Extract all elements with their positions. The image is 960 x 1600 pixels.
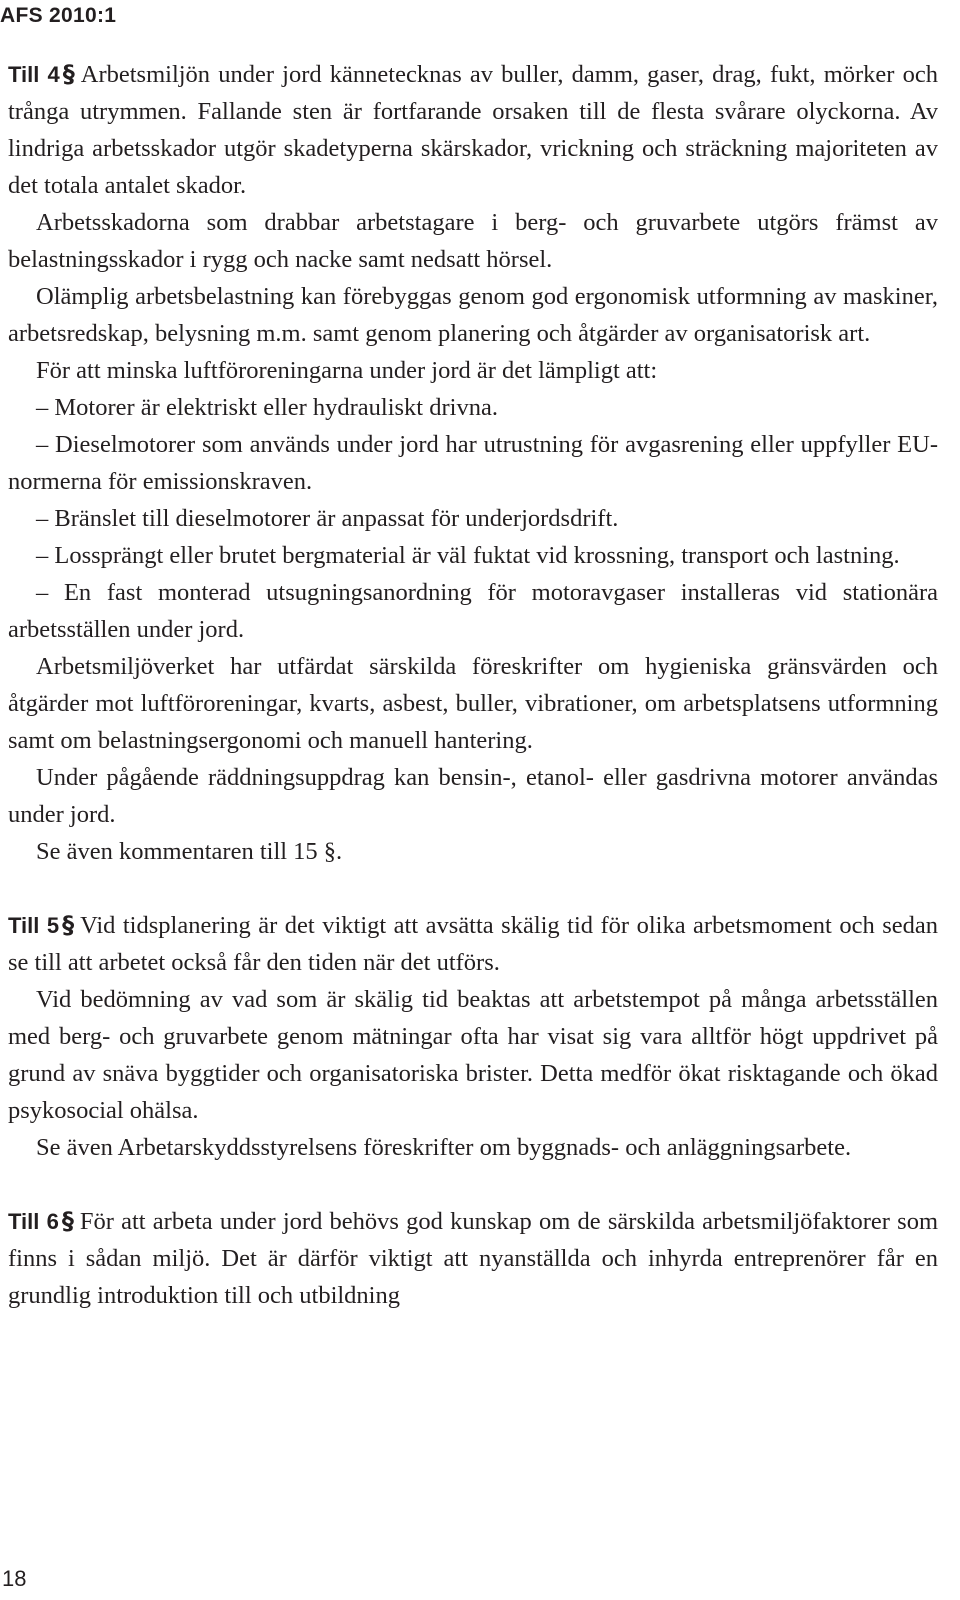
document-header: AFS 2010:1: [0, 4, 117, 27]
section-label: Till 6: [8, 1209, 59, 1234]
section-label: Till 5: [8, 913, 60, 938]
section-till-5: [8, 907, 938, 1166]
paragraph: [8, 56, 938, 204]
paragraph: Under pågående räddningsuppdrag kan bensin-, etanol- eller gasdrivna motorer användas under jord.: [8, 764, 938, 828]
paragraph-text: För att arbeta under jord behövs god kunskap om de särskilda arbetsmiljöfaktorer som finns i sådan miljö. Det är därför viktigt att nyanställda och inhyrda entreprenörer får en grundlig introduktion till och utbildning: [8, 1208, 938, 1309]
paragraph: Vid bedömning av vad som är skälig tid beaktas att arbetstempot på många arbetsställen med berg- och gruvarbete genom mätningar ofta har visat sig vara alltför högt uppdrivet på grund av snäva byggtider och organisatoriska brister. Detta medför ökat risktagande och ökad psykosocial ohälsa.: [8, 986, 938, 1124]
paragraph: Arbetsmiljöverket har utfärdat särskilda föreskrifter om hygieniska gränsvärden och åtgärder mot luftföroreningar, kvarts, asbest, buller, vibrationer, om arbetsplatsens utformning samt om belastningsergonomi och manuell hantering.: [8, 653, 938, 754]
paragraph-sign: §: [62, 911, 75, 939]
list-item: – En fast monterad utsugningsanordning för motoravgaser installeras vid stationära arbetsställen under jord.: [8, 579, 938, 643]
list-item: – Bränslet till dieselmotorer är anpassat för underjordsdrift.: [36, 505, 619, 532]
page-body: [8, 56, 938, 1314]
list-item: – Lossprängt eller brutet bergmaterial är väl fuktat vid krossning, transport och lastning.: [36, 542, 900, 569]
list-item: – Motorer är elektriskt eller hydrauliskt drivna.: [36, 394, 498, 421]
list-item: – Dieselmotorer som används under jord har utrustning för avgasrening eller uppfyller EU-normerna för emissionskraven.: [8, 431, 938, 495]
section-label: Till 4: [8, 62, 60, 87]
paragraph-text: Arbetsmiljön under jord kännetecknas av buller, damm, gaser, drag, fukt, mörker och trånga utrymmen. Fallande sten är fortfarande orsaken till de flesta svårare olyckorna. Av lindriga arbetsskador utgör skadetyperna skärskador, vrickning och sträckning majoriteten av det totala antalet skador.: [8, 61, 938, 199]
paragraph: [8, 1203, 938, 1314]
paragraph: Arbetsskadorna som drabbar arbetstagare i berg- och gruvarbete utgörs främst av belastningsskador i rygg och nacke samt nedsatt hörsel.: [8, 209, 938, 273]
paragraph: Olämplig arbetsbelastning kan förebyggas genom god ergonomisk utformning av maskiner, arbetsredskap, belysning m.m. samt genom planering och åtgärder av organisatorisk art.: [8, 283, 938, 347]
section-till-4: [8, 56, 938, 870]
paragraph-text: Vid tidsplanering är det viktigt att avsätta skälig tid för olika arbetsmoment och sedan se till att arbetet också får den tiden när det utförs.: [8, 912, 938, 976]
paragraph: Se även kommentaren till 15 §.: [36, 838, 343, 865]
paragraph: [8, 907, 938, 981]
paragraph-sign: §: [61, 1207, 74, 1235]
paragraph: För att minska luftföroreningarna under jord är det lämpligt att:: [36, 357, 658, 384]
paragraph: Se även Arbetarskyddsstyrelsens föreskrifter om byggnads- och anläggningsarbete.: [36, 1134, 852, 1161]
page-number: 18: [2, 1566, 27, 1591]
section-till-6: [8, 1203, 938, 1314]
paragraph-sign: §: [62, 60, 75, 88]
